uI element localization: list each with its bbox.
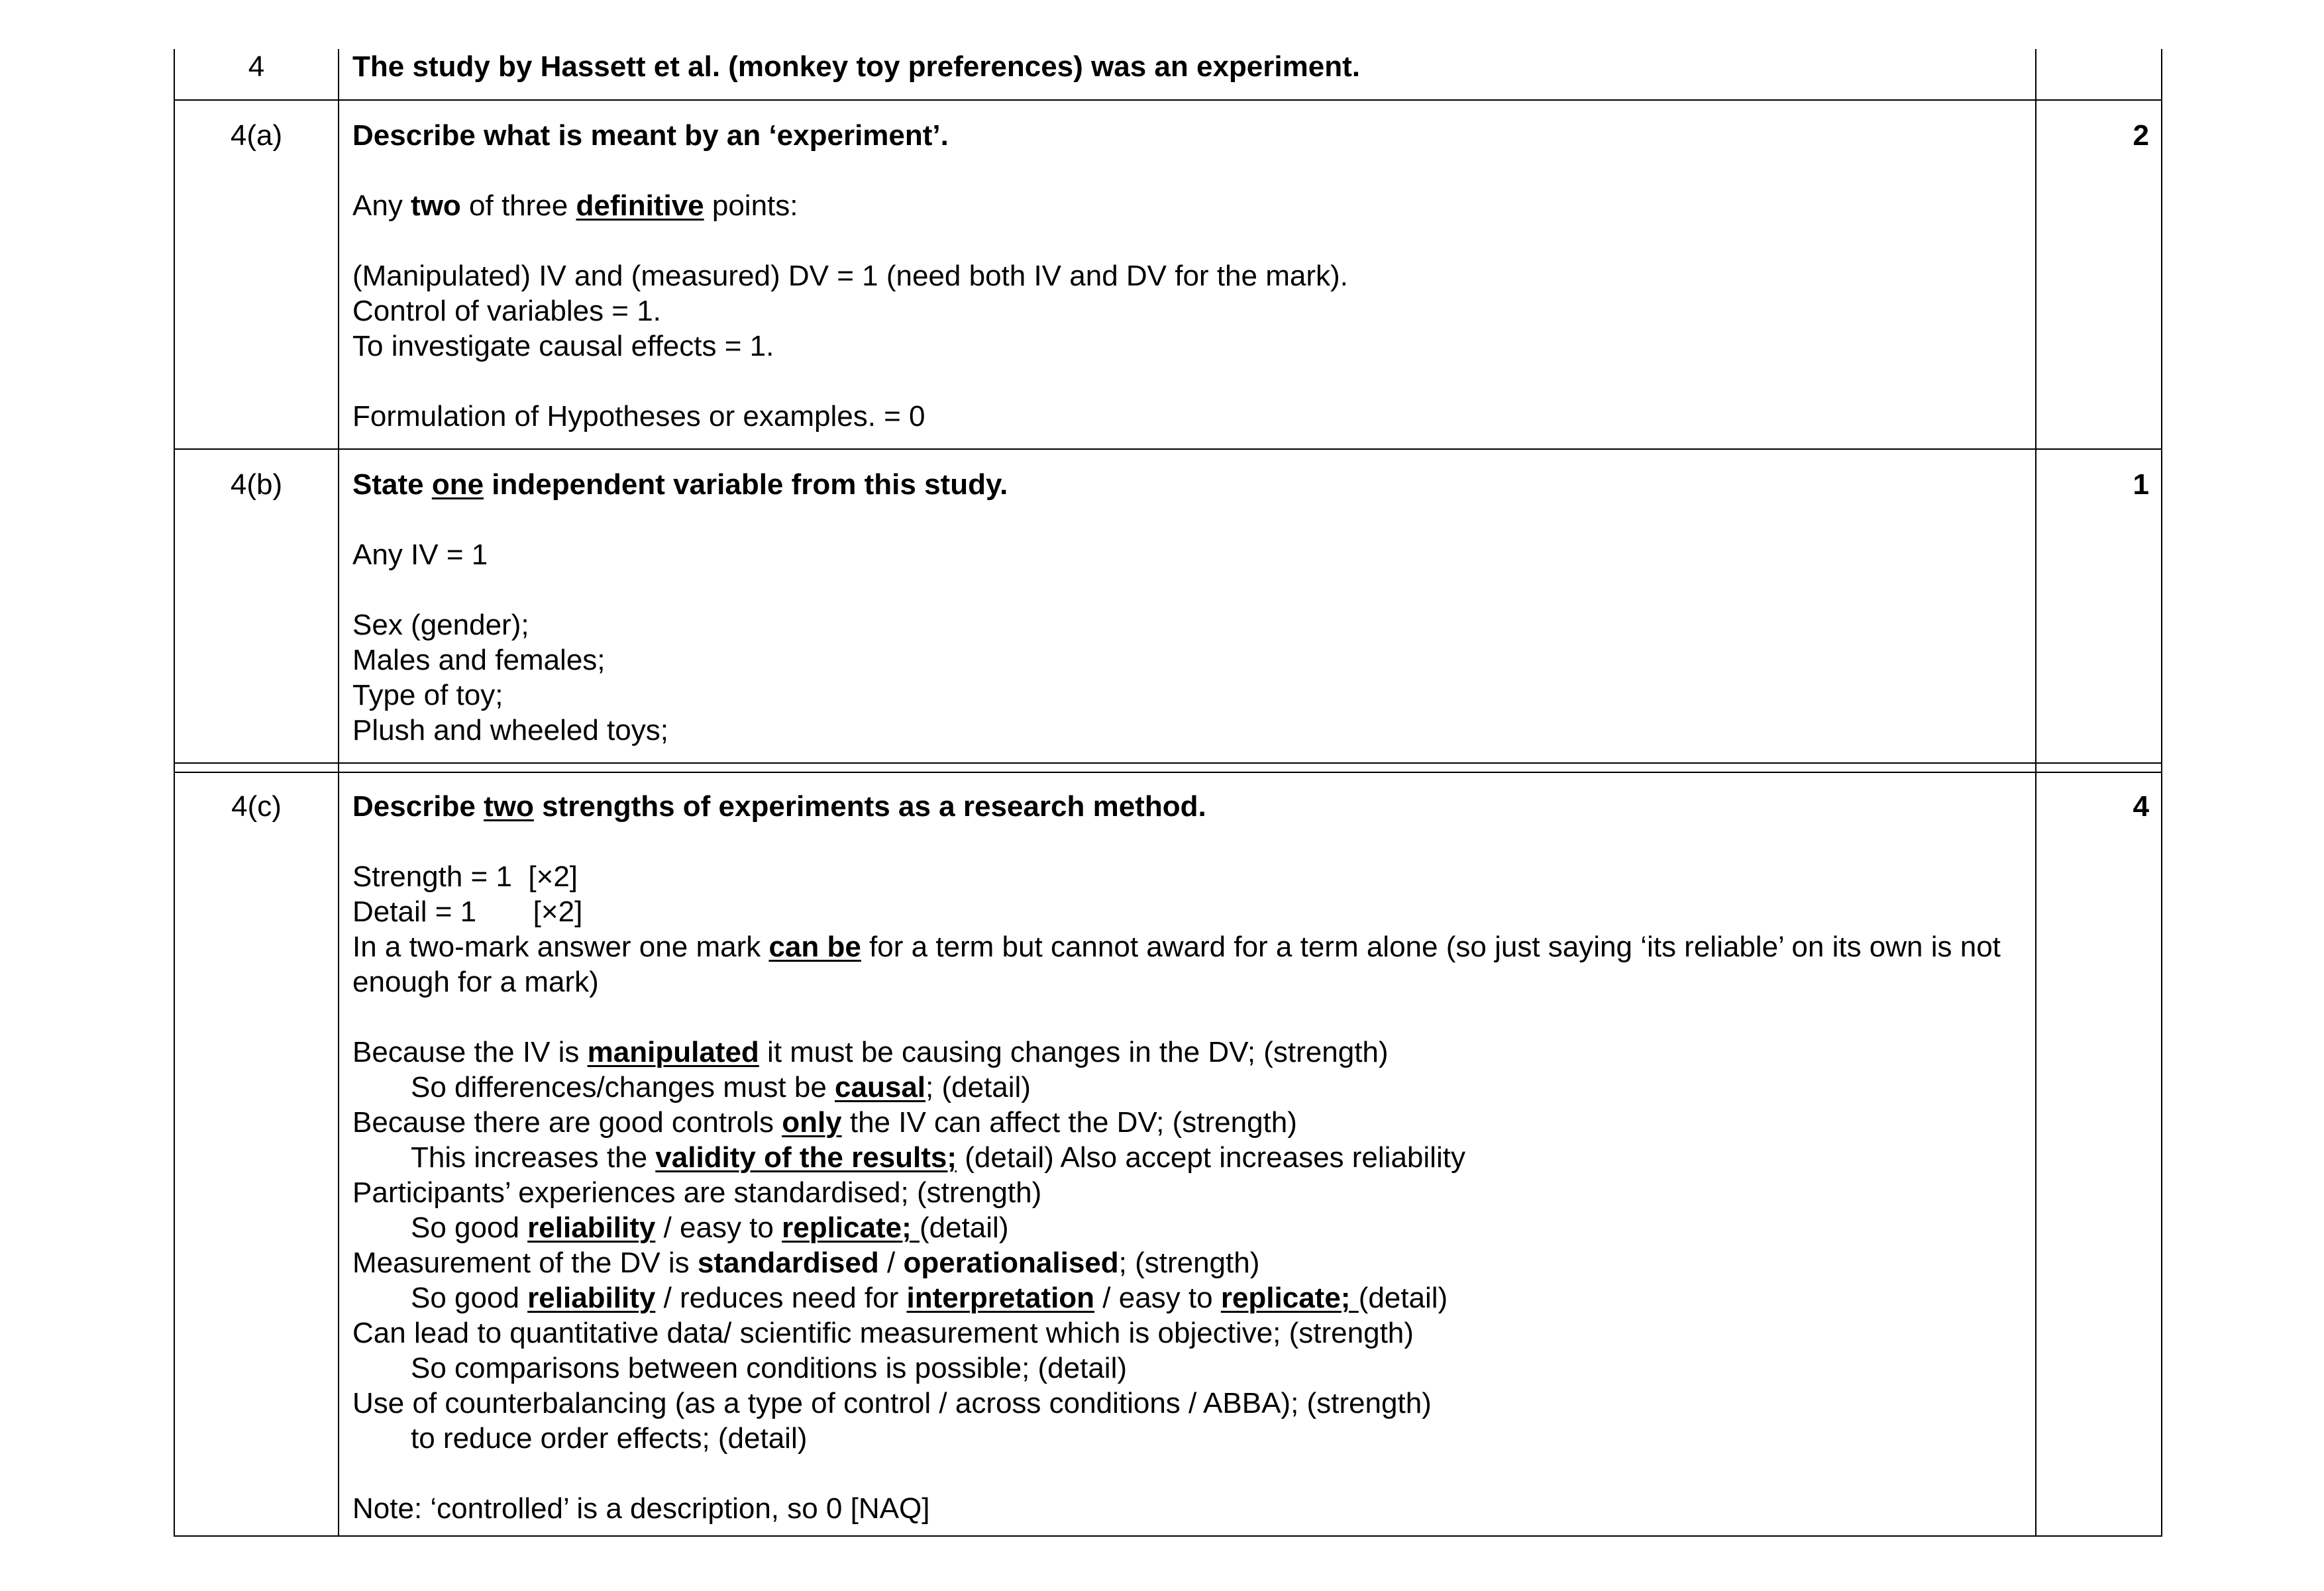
note-text: Formulation of Hypotheses or examples. = 0 bbox=[352, 400, 925, 433]
row-q4b bbox=[174, 449, 2162, 763]
detail-line: So good reliability / easy to replicate; (detail) bbox=[411, 1211, 1009, 1244]
answer-cell bbox=[339, 772, 2036, 1536]
detail-line: This increases the validity of the results; (detail) Also accept increases reliability bbox=[411, 1141, 1465, 1174]
answer-3: Type of toy; bbox=[352, 679, 503, 711]
two-mark-rule: In a two-mark answer one mark can be for a term but cannot award for a term alone (so just saying ‘its reliable’ on its own is not enough for a mark) bbox=[352, 931, 2009, 998]
divider-row bbox=[174, 763, 2162, 772]
point-2: Control of variables = 1. bbox=[352, 295, 661, 327]
strength-line: Use of counterbalancing (as a type of control / across conditions / ABBA); (strength) bbox=[352, 1387, 1432, 1419]
answer-2: Males and females; bbox=[352, 644, 606, 676]
any-iv-text: Any IV = 1 bbox=[352, 539, 488, 571]
strength-line: Can lead to quantitative data/ scientific measurement which is objective; (strength) bbox=[352, 1317, 1414, 1349]
strength-line: Because the IV is manipulated it must be causing changes in the DV; (strength) bbox=[352, 1036, 1389, 1068]
strength-line: Because there are good controls only the IV can affect the DV; (strength) bbox=[352, 1106, 1297, 1139]
strength-line: Measurement of the DV is standardised / operationalised; (strength) bbox=[352, 1247, 1260, 1279]
point-3: To investigate causal effects = 1. bbox=[352, 330, 774, 362]
question-number: 4(c) bbox=[174, 772, 339, 1536]
note-text: Note: ‘controlled’ is a description, so 0 [NAQ] bbox=[352, 1492, 930, 1525]
question-text: Describe what is meant by an ‘experiment’. bbox=[352, 119, 949, 152]
answer-4: Plush and wheeled toys; bbox=[352, 714, 668, 746]
strength-rule: Strength = 1 [×2] bbox=[352, 860, 578, 893]
strength-line: Participants’ experiences are standardised; (strength) bbox=[352, 1176, 1042, 1209]
detail-rule: Detail = 1 [×2] bbox=[352, 896, 583, 928]
question-number: 4 bbox=[174, 49, 339, 100]
question-number: 4(b) bbox=[174, 449, 339, 763]
marks-cell: 1 bbox=[2036, 449, 2162, 763]
question-text: Describe two strengths of experiments as a research method. bbox=[352, 790, 1206, 823]
marks-cell: 2 bbox=[2036, 100, 2162, 449]
answer-cell bbox=[339, 449, 2036, 763]
question-number: 4(a) bbox=[174, 100, 339, 449]
detail-line: So good reliability / reduces need for interpretation / easy to replicate; (detail) bbox=[411, 1282, 1448, 1314]
detail-line: So comparisons between conditions is possible; (detail) bbox=[411, 1352, 1128, 1384]
marks-cell bbox=[2036, 49, 2162, 100]
question-stem bbox=[339, 49, 2036, 100]
question-text: State one independent variable from this study. bbox=[352, 468, 1008, 501]
stem-text: The study by Hassett et al. (monkey toy preferences) was an experiment. bbox=[352, 50, 1360, 83]
mark-scheme-table bbox=[174, 49, 2162, 1537]
answer-1: Sex (gender); bbox=[352, 609, 529, 641]
row-q4 bbox=[174, 49, 2162, 100]
point-1: (Manipulated) IV and (measured) DV = 1 (need both IV and DV for the mark). bbox=[352, 260, 1348, 292]
answer-cell bbox=[339, 100, 2036, 449]
detail-line: So differences/changes must be causal; (detail) bbox=[411, 1071, 1031, 1103]
row-q4c bbox=[174, 772, 2162, 1536]
intro-text: Any two of three definitive points: bbox=[352, 189, 798, 222]
row-q4a bbox=[174, 100, 2162, 449]
marks-cell: 4 bbox=[2036, 772, 2162, 1536]
detail-line: to reduce order effects; (detail) bbox=[411, 1422, 808, 1455]
